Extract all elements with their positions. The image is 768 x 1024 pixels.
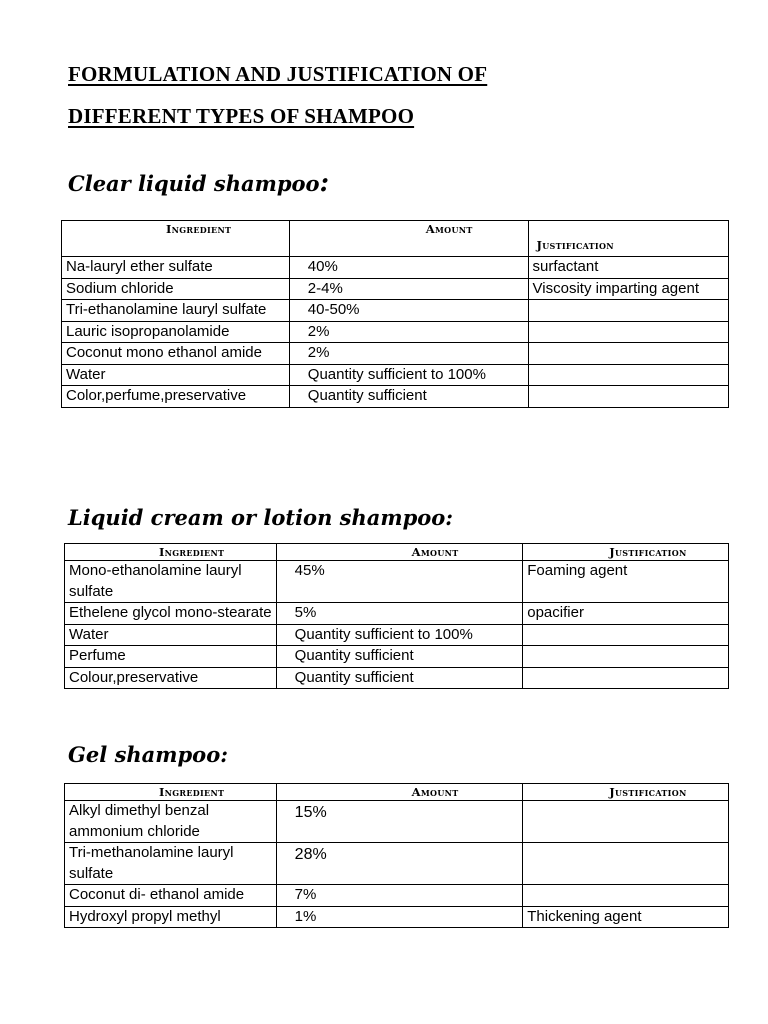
justification-cell xyxy=(528,364,728,386)
amount-cell: 7% xyxy=(276,885,523,907)
amount-cell: 45% xyxy=(276,561,523,603)
section-title-text: Clear liquid shampoo xyxy=(68,171,320,196)
formulation-table-gel xyxy=(64,783,729,928)
amount-cell: Quantity sufficient xyxy=(276,667,523,689)
table-row xyxy=(65,801,729,843)
amount-cell: Quantity sufficient xyxy=(276,646,523,668)
amount-cell: Quantity sufficient to 100% xyxy=(276,624,523,646)
ingredient-cell: Hydroxyl propyl methyl xyxy=(65,906,277,928)
ingredient-cell: Colour,preservative xyxy=(65,667,277,689)
justification-cell xyxy=(523,646,729,668)
table-row xyxy=(62,343,729,365)
header-amount: Amount xyxy=(276,544,523,561)
section-title-colon: : xyxy=(319,168,330,198)
table-row xyxy=(62,321,729,343)
ingredient-cell: Water xyxy=(62,364,290,386)
document-title-line-1: FORMULATION AND JUSTIFICATION OF xyxy=(68,62,488,86)
justification-cell: opacifier xyxy=(523,603,729,625)
amount-cell: 40-50% xyxy=(289,300,528,322)
ingredient-cell: Na-lauryl ether sulfate xyxy=(62,257,290,279)
ingredient-cell: Alkyl dimethyl benzal ammonium chloride xyxy=(65,801,277,843)
section-title-liquid-cream: Liquid cream or lotion shampoo: xyxy=(68,505,454,530)
formulation-table-clear-liquid xyxy=(61,220,729,408)
amount-cell: 2-4% xyxy=(289,278,528,300)
ingredient-cell: Color,perfume,preservative xyxy=(62,386,290,408)
table-row xyxy=(62,257,729,279)
ingredient-cell: Sodium chloride xyxy=(62,278,290,300)
justification-cell: Foaming agent xyxy=(523,561,729,603)
amount-cell: Quantity sufficient xyxy=(289,386,528,408)
header-ingredient: Ingredient xyxy=(65,784,277,801)
header-ingredient: Ingredient xyxy=(65,544,277,561)
justification-cell xyxy=(523,843,729,885)
header-justification: Justification xyxy=(523,544,729,561)
amount-cell: 15% xyxy=(276,801,523,843)
justification-cell: Thickening agent xyxy=(523,906,729,928)
ingredient-cell: Ethelene glycol mono-stearate xyxy=(65,603,277,625)
table-header-row xyxy=(65,784,729,801)
justification-cell xyxy=(528,386,728,408)
ingredient-cell: Mono-ethanolamine lauryl sulfate xyxy=(65,561,277,603)
amount-cell: 2% xyxy=(289,343,528,365)
table-row xyxy=(65,561,729,603)
justification-cell xyxy=(523,801,729,843)
justification-cell xyxy=(528,343,728,365)
justification-cell xyxy=(528,300,728,322)
table-row xyxy=(65,667,729,689)
ingredient-cell: Perfume xyxy=(65,646,277,668)
formulation-table-liquid-cream xyxy=(64,543,729,689)
table-row xyxy=(65,603,729,625)
header-amount: Amount xyxy=(276,784,523,801)
amount-cell: 5% xyxy=(276,603,523,625)
justification-cell xyxy=(523,624,729,646)
table-row xyxy=(62,300,729,322)
section-title-clear-liquid xyxy=(68,168,329,198)
table-row xyxy=(62,364,729,386)
amount-cell: Quantity sufficient to 100% xyxy=(289,364,528,386)
amount-cell: 2% xyxy=(289,321,528,343)
table-row xyxy=(62,278,729,300)
ingredient-cell: Tri-methanolamine lauryl sulfate xyxy=(65,843,277,885)
justification-cell: surfactant xyxy=(528,257,728,279)
header-ingredient: Ingredient xyxy=(62,221,290,257)
table-row xyxy=(65,646,729,668)
table-row xyxy=(65,624,729,646)
amount-cell: 1% xyxy=(276,906,523,928)
document-title-line-2: DIFFERENT TYPES OF SHAMPOO xyxy=(68,104,415,128)
ingredient-cell: Coconut di- ethanol amide xyxy=(65,885,277,907)
justification-cell: Viscosity imparting agent xyxy=(528,278,728,300)
table-header-row xyxy=(62,221,729,257)
table-row xyxy=(62,386,729,408)
ingredient-cell: Lauric isopropanolamide xyxy=(62,321,290,343)
amount-cell: 28% xyxy=(276,843,523,885)
justification-cell xyxy=(523,667,729,689)
header-amount: Amount xyxy=(289,221,528,257)
table-row xyxy=(65,885,729,907)
justification-cell xyxy=(523,885,729,907)
table-row xyxy=(65,906,729,928)
ingredient-cell: Water xyxy=(65,624,277,646)
justification-cell xyxy=(528,321,728,343)
table-header-row xyxy=(65,544,729,561)
header-justification: Justification xyxy=(523,784,729,801)
header-justification: Justification xyxy=(528,221,728,257)
amount-cell: 40% xyxy=(289,257,528,279)
table-row xyxy=(65,843,729,885)
ingredient-cell: Tri-ethanolamine lauryl sulfate xyxy=(62,300,290,322)
section-title-gel: Gel shampoo: xyxy=(68,742,228,767)
ingredient-cell: Coconut mono ethanol amide xyxy=(62,343,290,365)
